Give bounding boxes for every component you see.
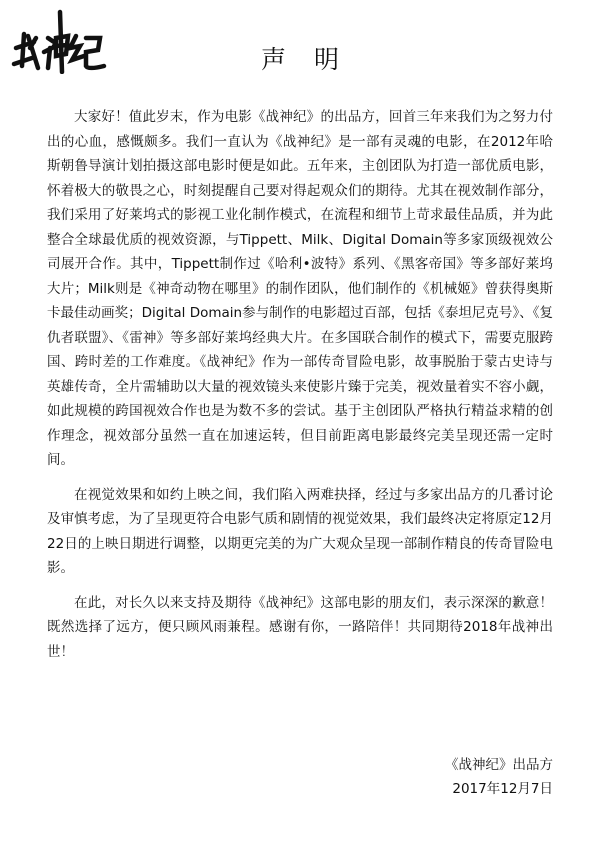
- issuer-signature: 《战神纪》出品方: [445, 757, 553, 773]
- page-title: 声 明: [261, 45, 349, 74]
- paragraph: 大家好！值此岁末，作为电影《战神纪》的出品方，回首三年来我们为之努力付出的心血，感慨颇多。我们一直认为《战神纪》是一部有灵魂的电影，在2012年哈斯朝鲁导演计划拍摄这部电影时便是如此。五年来，主创团队为打造一部优质电影，怀着极大的敬畏之心，时刻提醒自己要对得起观众们的期待。尤其在视效制作部分，我们采用了好莱坞式的影视工业化制作模式，在流程和细节上苛求最佳品质，并为此整合全球最优质的视效资源，与Tippett、Milk、Digital Domain等多家顶级视效公司展开合作。其中，Tippett制作过《哈利•波特》系列、《黑客帝国》等多部好莱坞大片；Milk则是《神奇动物在哪里》的制作团队，他们制作的《机械姬》曾获得奥斯卡最佳动画奖；Digital Domain参与制作的电影超过百部，包括《泰坦尼克号》、《复仇者联盟》、《雷神》等多部好莱坞经典大片。在多国联合制作的模式下，需要克服跨国、跨时差的工作难度。《战神纪》作为一部传奇冒险电影，故事脱胎于蒙古史诗与英雄传奇，全片需辅助以大量的视效镜头来使影片臻于完美，视效量着实不容小觑，如此规模的跨国视效合作也是为数不多的尝试。基于主创团队严格执行精益求精的创作理念，视效部分虽然一直在加速运转，但目前距离电影最终完美呈现还需一定时间。: [47, 109, 553, 468]
- statement-body: [47, 105, 553, 674]
- statement-date: 2017年12月7日: [452, 781, 553, 797]
- paragraph: 在此，对长久以来支持及期待《战神纪》这部电影的朋友们，表示深深的歉意！既然选择了远方，便只顾风雨兼程。感谢有你，一路陪伴！共同期待2018年战神出世！: [47, 594, 553, 660]
- paragraph: 在视觉效果和如约上映之间，我们陷入两难抉择，经过与多家出品方的几番讨论及审慎考虑，为了呈现更符合电影气质和剧情的视觉效果，我们最终决定将原定12月22日的上映日期进行调整，以期更完美的为广大观众呈现一部制作精良的传奇冒险电影。: [47, 486, 553, 576]
